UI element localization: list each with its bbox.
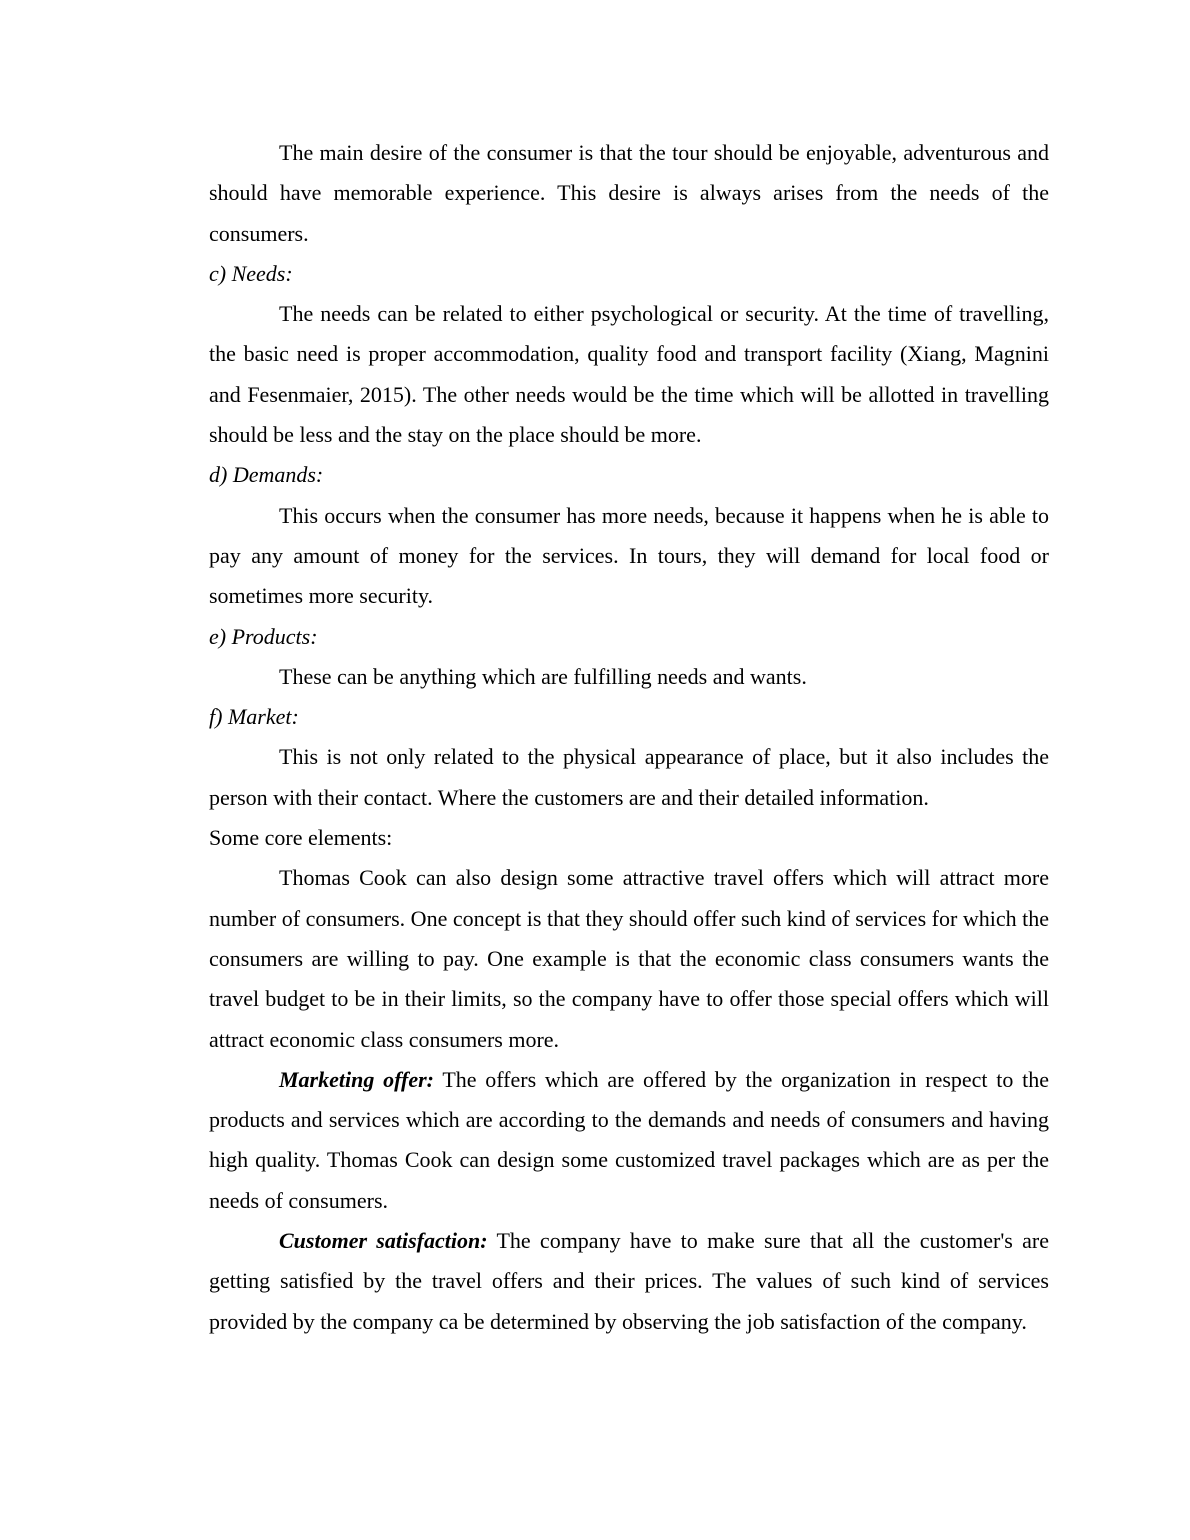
marketing-offer-lead: Marketing offer: — [279, 1066, 434, 1092]
section-heading-market: f) Market: — [209, 704, 299, 730]
marketing-offer-body: The offers which are offered by the organization in respect to the products and services which are according to the demands and needs of consumers and having high quality. Thomas Cook can design some customized travel packages which are as per the needs of consumers. — [209, 1066, 1049, 1213]
intro-paragraph: The main desire of the consumer is that the tour should be enjoyable, adventurous and should have memorable experience. This desire is always arises from the needs of the consumers. — [209, 140, 1049, 246]
section-body-products: These can be anything which are fulfilling needs and wants. — [279, 663, 807, 689]
customer-satisfaction-lead: Customer satisfaction: — [279, 1228, 488, 1254]
core-elements-label: Some core elements: — [209, 825, 393, 851]
customer-satisfaction-body: The company have to make sure that all the customer's are getting satisfied by the travel offers and their prices. The values of such kind of services provided by the company ca be determined by observing the job satisfaction of the company. — [209, 1228, 1050, 1334]
section-body-market: This is not only related to the physical appearance of place, but it also includes the person with their contact. Where the customers are and their detailed information. — [209, 744, 1049, 810]
customer-satisfaction-paragraph — [209, 1221, 1049, 1342]
section-body-demands: This occurs when the consumer has more needs, because it happens when he is able to pay any amount of money for the services. In tours, they will demand for local food or sometimes more security. — [209, 502, 1049, 609]
core-elements-paragraph: Thomas Cook can also design some attractive travel offers which will attract more number of consumers. One concept is that they should offer such kind of services for which the consumers are willing to pay. One example is that the economic class consumers wants the travel budget to be in their limits, so the company have to offer those special offers which will attract economic class consumers more. — [209, 865, 1049, 1052]
section-body-needs: The needs can be related to either psychological or security. At the time of travelling, the basic need is proper accommodation, quality food and transport facility (Xiang, Magnini and Fesenmaier, 2015). The other needs would be the time which will be allotted in travelling should be less and the stay on the place should be more. — [209, 301, 1049, 448]
section-heading-demands: d) Demands: — [209, 462, 324, 488]
document-body — [209, 133, 1049, 1342]
section-heading-needs: c) Needs: — [209, 260, 293, 286]
marketing-offer-paragraph — [209, 1060, 1049, 1221]
section-heading-products: e) Products: — [209, 623, 318, 649]
